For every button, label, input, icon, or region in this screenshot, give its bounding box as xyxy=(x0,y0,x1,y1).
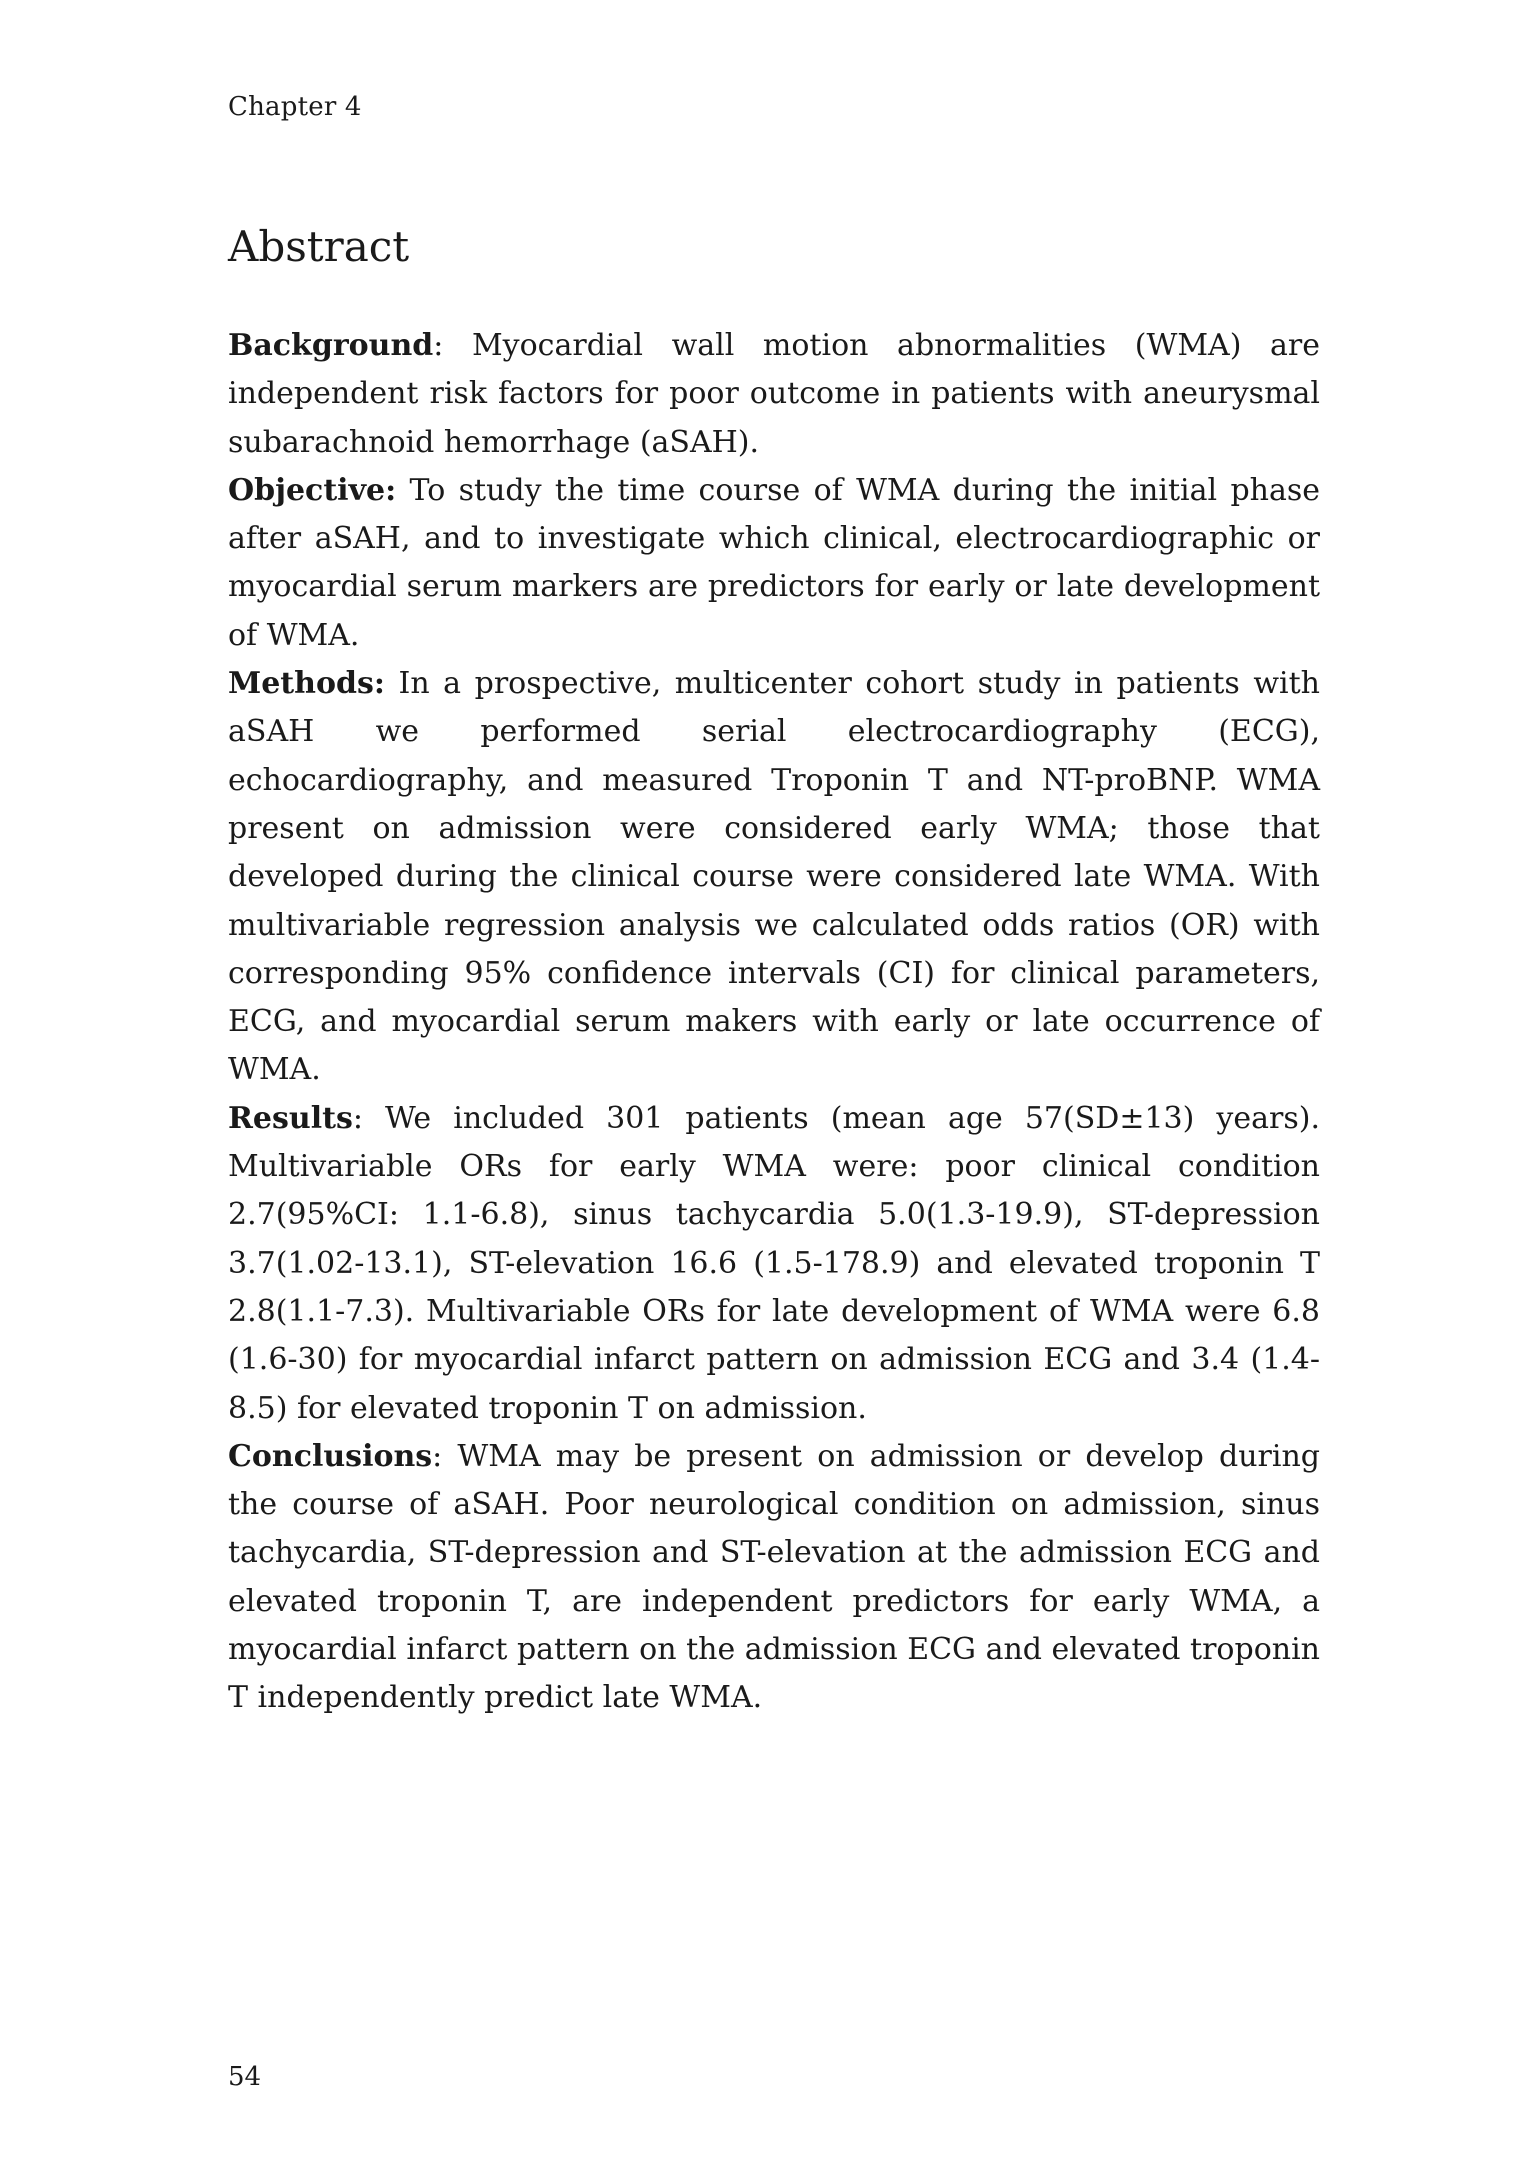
abstract-section-objective xyxy=(228,467,1320,660)
abstract-section-methods xyxy=(228,660,1320,1095)
running-head: Chapter 4 xyxy=(228,92,362,122)
section-label: Methods: xyxy=(228,666,385,702)
section-separator: : xyxy=(352,1100,386,1136)
abstract-title: Abstract xyxy=(228,222,410,271)
section-text: We included 301 patients (mean age 57(SD±13) years). Multivariable ORs for early WMA were: poor clinical condition 2.7(95%CI: 1.1-6.8), sinus tachycardia 5.0(1.3-19.9), ST-depression 3.7(1.02-13.1), ST-elevation 16.6 (1.5-178.9) and elevated troponin T 2.8(1.1-7.3). Multivariable ORs for late development of WMA were 6.8 (1.6-30) for myocardial infarct pattern on admission ECG and 3.4 (1.4-8.5) for elevated troponin T on admission. xyxy=(228,1100,1320,1426)
abstract-body xyxy=(228,322,1320,1723)
section-separator: : xyxy=(433,328,472,363)
section-label: Objective: xyxy=(228,472,397,508)
section-label: Background xyxy=(228,328,434,363)
page-number: 54 xyxy=(228,2062,262,2092)
section-label: Results xyxy=(228,1100,353,1136)
abstract-section-results xyxy=(228,1095,1320,1433)
section-separator: : xyxy=(432,1438,458,1474)
abstract-section-conclusions xyxy=(228,1433,1320,1723)
section-separator xyxy=(396,473,409,508)
section-separator xyxy=(385,666,399,701)
section-label: Conclusions xyxy=(228,1438,433,1474)
abstract-section-background xyxy=(228,322,1320,467)
section-text: Myocardial wall motion abnormalities (WMA) are independent risk factors for poor outcome in patients with aneurysmal subarachnoid hemorrhage (aSAH). xyxy=(228,328,1320,460)
section-text: In a prospective, multicenter cohort study in patients with aSAH we performed serial electrocardiography (ECG), echocardiography, and measured Troponin T and NT-proBNP. WMA present on admission were considered early WMA; those that developed during the clinical course were considered late WMA. With multivariable regression analysis we calculated odds ratios (OR) with corresponding 95% confidence intervals (CI) for clinical parameters, ECG, and myocardial serum makers with early or late occurrence of WMA. xyxy=(228,666,1320,1088)
section-text: WMA may be present on admission or develop during the course of aSAH. Poor neurological condition on admission, sinus tachycardia, ST-depression and ST-elevation at the admission ECG and elevated troponin T, are independent predictors for early WMA, a myocardial infarct pattern on the admission ECG and elevated troponin T independently predict late WMA. xyxy=(228,1438,1320,1716)
section-text: To study the time course of WMA during the initial phase after aSAH, and to investigate which clinical, electrocardiographic or myocardial serum markers are predictors for early or late development of WMA. xyxy=(228,472,1321,653)
